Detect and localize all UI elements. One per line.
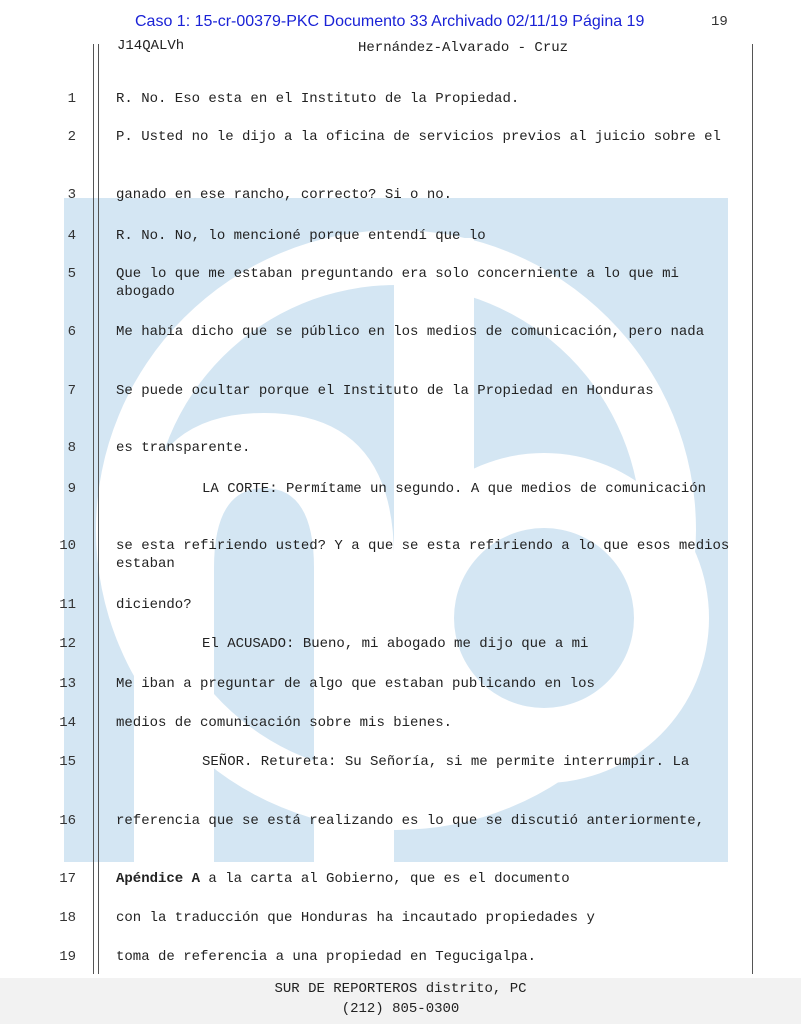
line-number: 8: [67, 440, 76, 456]
line-number: 18: [59, 910, 76, 926]
line-text: se esta refiriendo usted? Y a que se esta refiriendo a lo que esos medios estaban: [116, 538, 730, 572]
exhibit-reference: Apéndice A: [116, 871, 201, 887]
line-text: con la traducción que Honduras ha incautado propiedades y: [116, 910, 595, 926]
line-number: 9: [67, 481, 76, 497]
line-number: 7: [67, 383, 76, 399]
line-number: 6: [67, 324, 76, 340]
line-number: 14: [59, 715, 76, 731]
line-text: [116, 870, 741, 888]
line-number: 1: [67, 91, 76, 107]
margin-rule-left-1: [93, 44, 94, 974]
line-number: 10: [59, 538, 76, 554]
line-number: 13: [59, 676, 76, 692]
line-text: toma de referencia a una propiedad en Tegucigalpa.: [116, 949, 537, 965]
line-number: 5: [67, 266, 76, 282]
line-number: 4: [67, 228, 76, 244]
line-text-rest: a la carta al Gobierno, que es el documento: [200, 871, 570, 887]
line-text: Se puede ocultar porque el Instituto de la Propiedad en Honduras: [116, 383, 654, 399]
page-caption: Hernández-Alvarado - Cruz: [358, 40, 569, 56]
line-text: LA CORTE: Permítame un segundo. A que medios de comunicación: [202, 481, 707, 497]
line-number: 2: [67, 129, 76, 145]
margin-rule-right: [752, 44, 753, 974]
line-text: diciendo?: [116, 597, 192, 613]
case-stamp: Caso 1: 15-cr-00379-PKC Documento 33 Archivado 02/11/19 Página 19: [135, 13, 645, 30]
reporter-name: SUR DE REPORTEROS distrito, PC: [274, 981, 527, 997]
line-text: P. Usted no le dijo a la oficina de servicios previos al juicio sobre el: [116, 129, 721, 145]
page-number: 19: [711, 14, 728, 30]
line-text: El ACUSADO: Bueno, mi abogado me dijo que a mi: [202, 636, 589, 652]
line-text: Me iban a preguntar de algo que estaban publicando en los: [116, 676, 595, 692]
margin-rule-left-2: [98, 44, 99, 974]
line-text: R. No. No, lo mencioné porque entendí que lo: [116, 228, 486, 244]
line-text: R. No. Eso esta en el Instituto de la Propiedad.: [116, 91, 520, 107]
line-number: 19: [59, 949, 76, 965]
line-text: referencia que se está realizando es lo que se discutió anteriormente,: [116, 813, 705, 829]
line-text: medios de comunicación sobre mis bienes.: [116, 715, 453, 731]
job-id: J14QALVh: [117, 38, 185, 54]
line-number: 15: [59, 754, 76, 770]
line-text: es transparente.: [116, 440, 251, 456]
line-text: Me había dicho que se público en los medios de comunicación, pero nada: [116, 324, 705, 340]
reporter-phone: (212) 805-0300: [341, 1001, 460, 1017]
line-number: 11: [59, 597, 76, 613]
line-number: 3: [67, 187, 76, 203]
line-text: Que lo que me estaban preguntando era solo concerniente a lo que mi abogado: [116, 266, 679, 300]
line-number: 17: [59, 871, 76, 887]
line-number: 12: [59, 636, 76, 652]
page-footer: [0, 978, 801, 1024]
line-text: ganado en ese rancho, correcto? Si o no.: [116, 187, 453, 203]
line-number: 16: [59, 813, 76, 829]
line-text: SEÑOR. Retureta: Su Señoría, si me permite interrumpir. La: [202, 754, 690, 770]
